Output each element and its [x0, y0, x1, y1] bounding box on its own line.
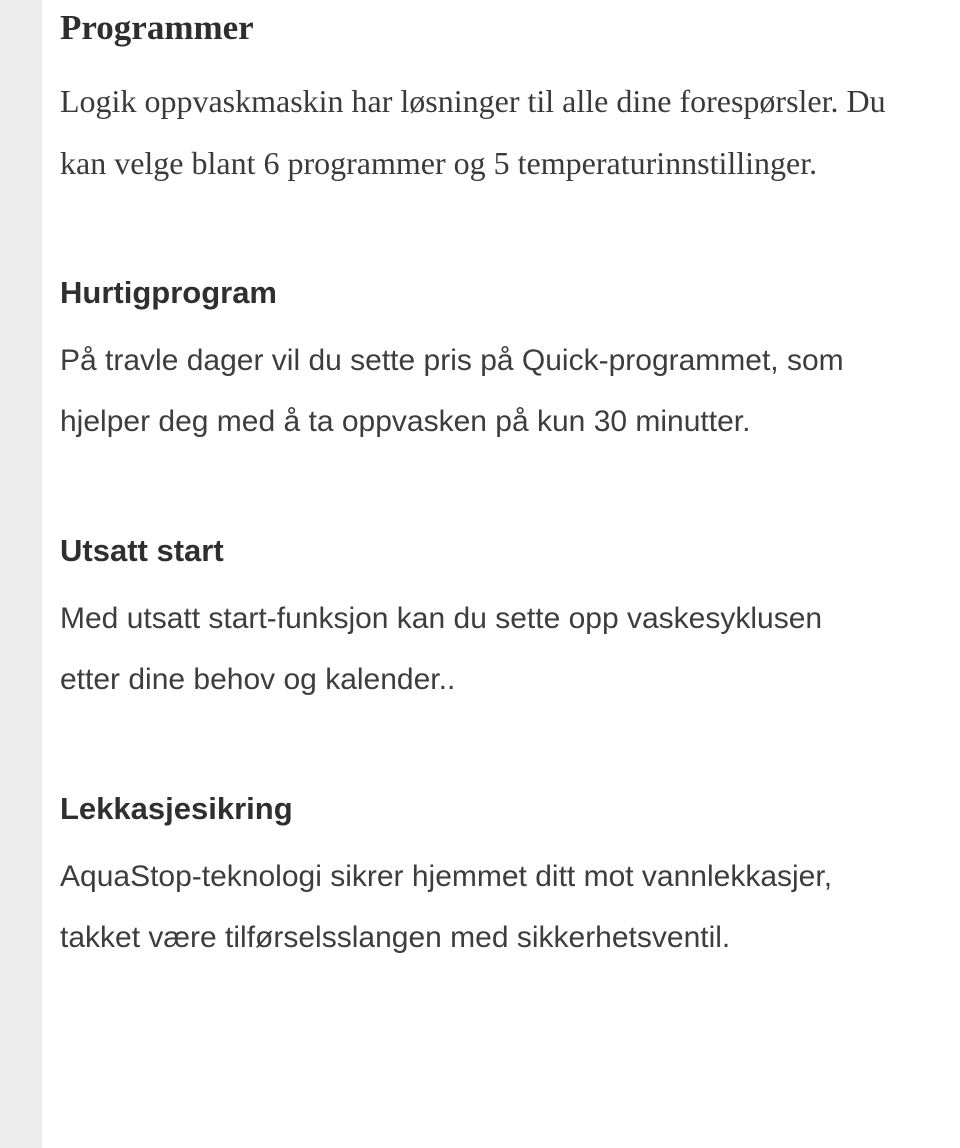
section-paragraph: AquaStop-teknologi sikrer hjemmet ditt mot vannlekkasjer, takket være tilførselsslangen med sikkerhetsventil. [60, 860, 833, 954]
left-gutter-strip [0, 0, 42, 1148]
section-paragraph: Med utsatt start-funksjon kan du sette opp vaskesyklusen etter dine behov og kalender.. [60, 602, 823, 696]
section-title: Hurtigprogram [60, 275, 277, 310]
section-title: Lekkasjesikring [60, 791, 293, 826]
section-title: Utsatt start [60, 533, 224, 568]
section-hurtigprogram [60, 272, 905, 452]
product-description [60, 6, 905, 968]
section-lekkasjesikring [60, 788, 905, 968]
intro-paragraph: Logik oppvaskmaskin har løsninger til alle dine forespørsler. Du kan velge blant 6 programmer og 5 temperaturinnstillinger. [60, 83, 886, 181]
section-utsatt-start [60, 530, 905, 710]
section-paragraph: På travle dager vil du sette pris på Quick-programmet, som hjelper deg med å ta oppvasken på kun 30 minutter. [60, 344, 844, 438]
intro-title: Programmer [60, 8, 254, 47]
